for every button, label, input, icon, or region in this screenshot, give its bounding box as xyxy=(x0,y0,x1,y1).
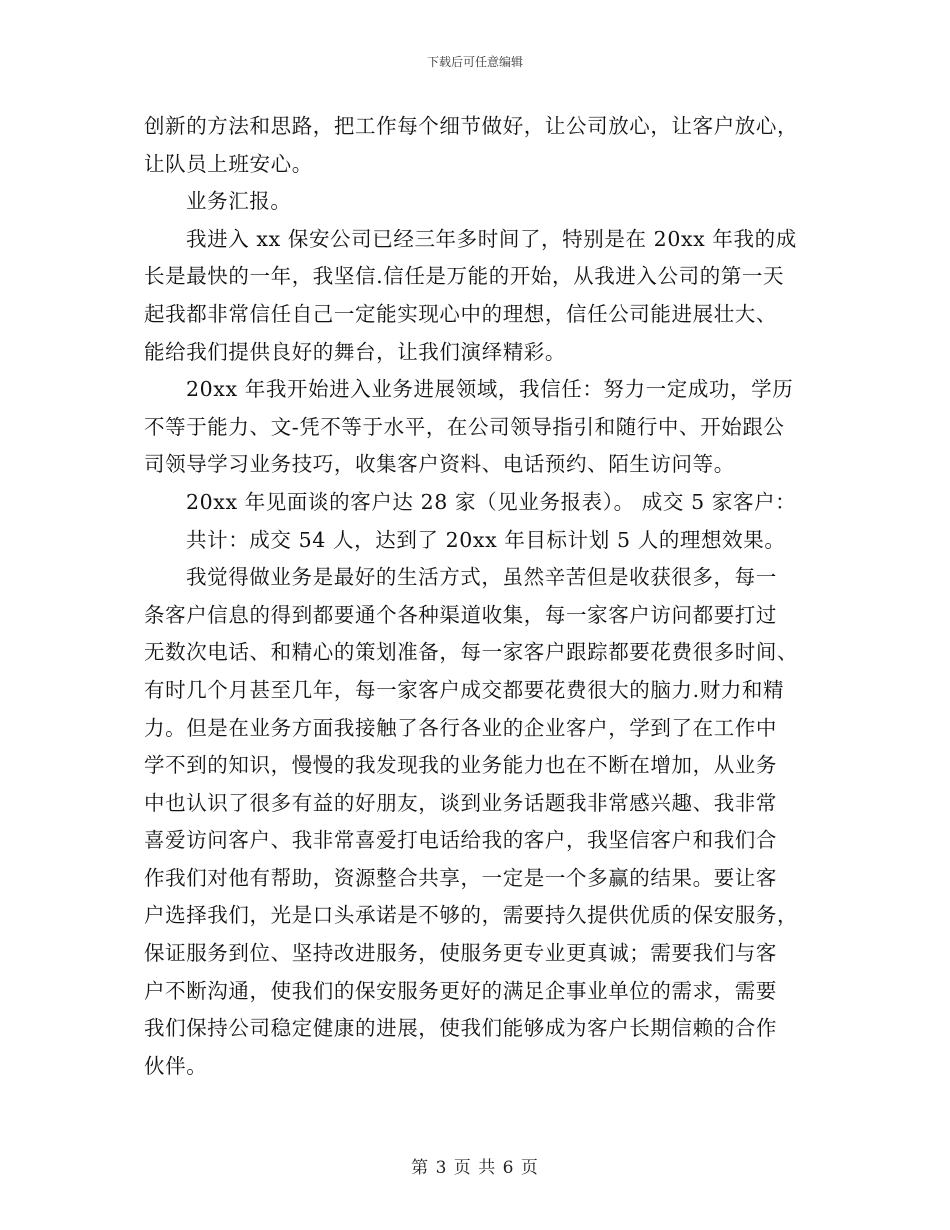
text-line: 无数次电话、和精心的策划准备，每一家客户跟踪都要花费很多时间、 xyxy=(144,640,799,665)
text-line: 20xx 年我开始进入业务进展领域，我信任：努力一定成功，学历 xyxy=(186,377,794,402)
page-header: 下载后可任意编辑 xyxy=(426,55,523,69)
text-line: 司领导学习业务技巧，收集客户资料、电话预约、陌生访问等。 xyxy=(144,452,735,477)
text-line: 我觉得做业务是最好的生活方式，虽然辛苦但是收获很多，每一 xyxy=(186,565,777,590)
text-line: 长是最快的一年，我坚信.信任是万能的开始，从我进入公司的第一天 xyxy=(144,264,785,289)
text-line: 中也认识了很多有益的好朋友，谈到业务话题我非常感兴趣、我非常 xyxy=(144,790,777,815)
text-line: 伙伴。 xyxy=(144,1053,208,1078)
text-line: 力。但是在业务方面我接触了各行各业的企业客户，学到了在工作中 xyxy=(144,715,777,740)
text-line: 起我都非常信任自己一定能实现心中的理想，信任公司能进展壮大、 xyxy=(144,301,777,326)
text-line: 条客户信息的得到都要通个各种渠道收集，每一家客户访问都要打过 xyxy=(144,602,777,627)
document-body xyxy=(144,108,806,1085)
text-line: 我进入 xx 保安公司已经三年多时间了，特别是在 20xx 年我的成 xyxy=(186,226,797,251)
text-line: 让队员上班安心。 xyxy=(144,151,313,176)
text-line: 能给我们提供良好的舞台，让我们演绎精彩。 xyxy=(144,339,566,364)
text-line: 有时几个月甚至几年，每一家客户成交都要花费很大的脑力.财力和精 xyxy=(144,677,785,702)
text-line: 户不断沟通，使我们的保安服务更好的满足企事业单位的需求，需要 xyxy=(144,978,777,1003)
text-line: 保证服务到位、坚持改进服务，使服务更专业更真诚；需要我们与客 xyxy=(144,941,777,966)
text-line: 喜爱访问客户、我非常喜爱打电话给我的客户，我坚信客户和我们合 xyxy=(144,828,777,853)
text-line: 我们保持公司稳定健康的进展，使我们能够成为客户长期信赖的合作 xyxy=(144,1016,777,1041)
text-line: 20xx 年见面谈的客户达 28 家（见业务报表）。 成交 5 家客户： xyxy=(186,489,797,514)
text-line: 学不到的知识，慢慢的我发现我的业务能力也在不断在增加，从业务 xyxy=(144,753,777,778)
text-line: 作我们对他有帮助，资源整合共享，一定是一个多赢的结果。要让客 xyxy=(144,865,777,890)
text-line: 不等于能力、文-凭不等于水平，在公司领导指引和随行中、开始跟公 xyxy=(144,414,785,439)
text-line: 创新的方法和思路，把工作每个细节做好，让公司放心，让客户放心， xyxy=(144,114,799,138)
text-line: 共计：成交 54 人，达到了 20xx 年目标计划 5 人的理想效果。 xyxy=(186,527,786,552)
text-line: 业务汇报。 xyxy=(186,189,292,214)
page-footer: 第 3 页 共 6 页 xyxy=(411,1158,539,1178)
text-line: 户选择我们，光是口头承诺是不够的，需要持久提供优质的保安服务， xyxy=(144,903,799,928)
